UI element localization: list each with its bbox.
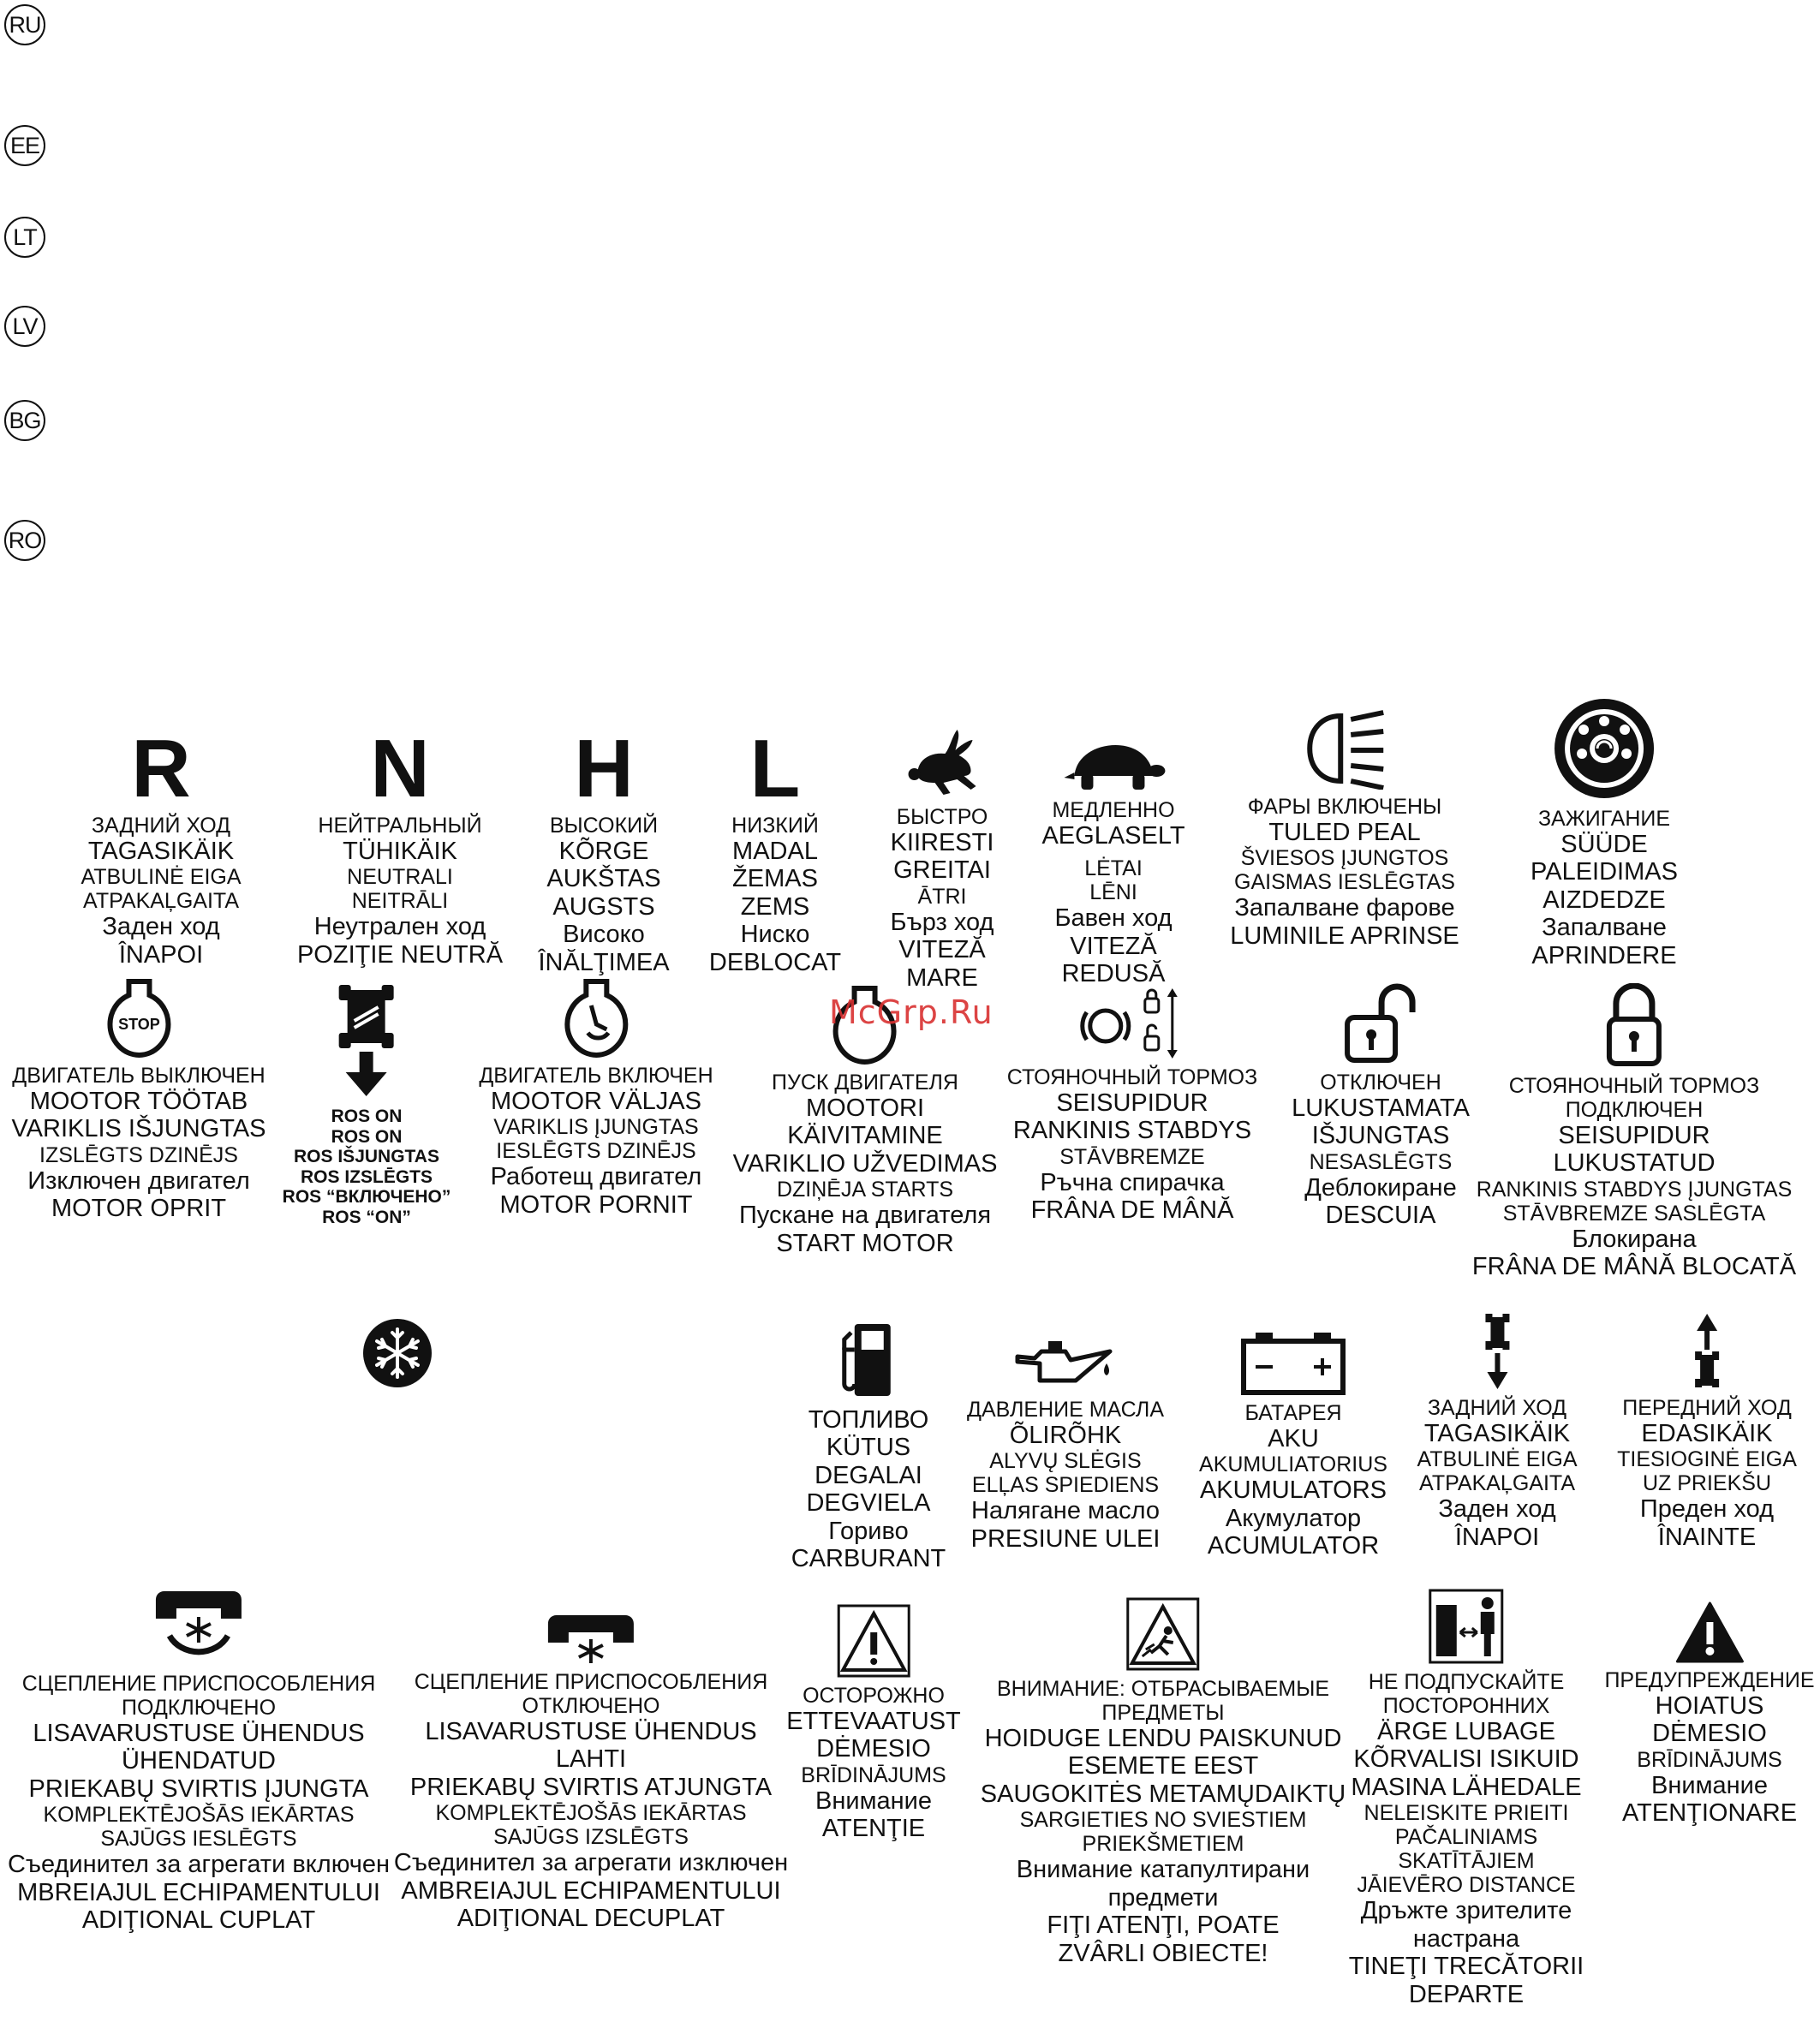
label-line: ПРЕДУПРЕЖДЕНИЕ (1604, 1668, 1815, 1692)
label-line: НЕЙТРАЛЬНЫЙ (318, 814, 482, 838)
label-line: ÎNAPOI (118, 940, 204, 969)
language-badge-ru: RU (4, 4, 45, 45)
label-line: AKUMULIATORIUS (1199, 1452, 1387, 1477)
label-line: ДАВЛЕНИЕ МАСЛА (967, 1398, 1164, 1422)
label-line: SKATĪTĀJIEM (1398, 1849, 1535, 1874)
fuel-icon (834, 1319, 903, 1401)
symbol-engine-stop (11, 976, 266, 1223)
label-line: VARIKLIO UŽVEDIMAS (732, 1149, 998, 1178)
label-line: AEGLASELT (1041, 822, 1185, 850)
svg-text:STOP: STOP (117, 1016, 160, 1033)
label-line: Акумулатор (1225, 1504, 1362, 1532)
label-line: предмети (1107, 1883, 1219, 1912)
label-line: VARIKLIS ĮJUNGTAS (493, 1115, 699, 1140)
label-line: Съединител за агрегати изключен (393, 1849, 789, 1877)
symbol-keep-away (1349, 1588, 1584, 2008)
label-line: LUKUSTAMATA (1292, 1095, 1470, 1122)
label-line: PRIEKŠMETIEM (1082, 1832, 1244, 1857)
label-line: FRÂNA DE MÂNĂ BLOCATĂ (1471, 1253, 1797, 1281)
label-line: UZ PRIEKŠU (1642, 1471, 1772, 1496)
label-line: ÄRGE LUBAGE (1377, 1718, 1555, 1745)
label-line: Бърз ход (890, 908, 994, 936)
label-line: START MOTOR (776, 1229, 954, 1257)
symbol-parking-brake (1007, 987, 1257, 1225)
symbol-fuel (791, 1319, 946, 1573)
label-line: MOOTOR VÄLJAS (490, 1088, 702, 1115)
symbol-warning (1604, 1602, 1814, 1828)
label-line: Запалване фарове (1234, 894, 1455, 922)
label-line: DEGVIELA (806, 1489, 931, 1518)
label-line: DEBLOCAT (708, 948, 842, 976)
caution-icon (836, 1603, 911, 1679)
label-line: PRIEKABŲ SVIRTIS ĮJUNGTA (28, 1774, 369, 1803)
label-line: SAJŪGS IESLĒGTS (100, 1827, 297, 1852)
label-line: PALEIDIMAS (1531, 858, 1678, 886)
label-line: Запалване (1542, 914, 1667, 942)
label-line: LAHTI (555, 1745, 627, 1774)
label-line: Ръчна спирачка (1040, 1168, 1225, 1196)
label-line: RANKINIS STABDYS (1012, 1117, 1252, 1145)
forward-arrow-icon (1690, 1312, 1724, 1391)
gear-letter-l: L (749, 723, 801, 814)
label-line: Внимание катапултирани (1016, 1856, 1310, 1884)
symbol-headlights (1230, 707, 1459, 950)
label-line: POZIŢIE NEUTRĂ (296, 940, 504, 969)
language-badge-lt: LT (4, 217, 45, 258)
label-line: ПУСК ДВИГАТЕЛЯ (772, 1071, 958, 1095)
label-line: TAGASIKÄIK (1423, 1420, 1571, 1447)
label-line: MOOTOR TÖÖTAB (29, 1088, 248, 1115)
label-line: ESEMETE EEST (1067, 1752, 1259, 1780)
label-line: ATPAKAĻGAITA (83, 889, 239, 914)
symbol-oil-pressure (967, 1338, 1164, 1553)
label-line: VITEZĂ (1070, 932, 1157, 960)
label-line: ROS IZSLĒGTS (300, 1166, 433, 1187)
label-line: ВЫСОКИЙ (549, 814, 659, 838)
symbol-engine-run (479, 976, 713, 1219)
label-line: ROS “ON” (322, 1207, 411, 1227)
label-line: Дръжте зрителите (1360, 1897, 1572, 1925)
label-line: Бавен ход (1054, 904, 1173, 933)
label-line: Налягане масло (971, 1497, 1160, 1525)
label-line: ÎNAPOI (1454, 1523, 1540, 1551)
label-line: СТОЯНОЧНЫЙ ТОРМОЗ (1006, 1065, 1258, 1089)
symbol-pto-disengaged (394, 1613, 788, 1933)
gear-letter-r: R (131, 723, 191, 814)
label-line: МЕДЛЕННО (1052, 798, 1175, 822)
language-badge-ro: RO (4, 520, 45, 561)
label-line: RANKINIS STABDYS ĮJUNGTAS (1476, 1177, 1793, 1202)
label-line: ПОДКЛЮЧЕН (1565, 1098, 1704, 1122)
label-line: Високо (563, 921, 645, 949)
battery-icon (1240, 1331, 1346, 1396)
label-line: ATBULINĖ EIGA (1417, 1447, 1578, 1472)
label-line: ПРЕДМЕТЫ (1101, 1701, 1225, 1725)
label-line: LISAVARUSTUSE ÜHENDUS (425, 1718, 757, 1745)
label-line: PAČALINIAMS (1394, 1825, 1538, 1850)
label-line: ЗАДНИЙ ХОД (91, 814, 231, 838)
symbol-ros (283, 983, 451, 1227)
engine-run-icon (562, 976, 630, 1059)
label-line: ОТКЛЮЧЕНО (522, 1694, 660, 1718)
language-badge-ee: EE (4, 125, 45, 166)
label-line: SÜÜDE (1560, 831, 1648, 858)
label-line: MOOTORI (805, 1095, 925, 1122)
label-line: LUMINILE APRINSE (1230, 922, 1459, 950)
label-line: EDASIKÄIK (1641, 1420, 1773, 1447)
label-line: AUKŠTAS (546, 865, 661, 893)
symbol-low-range (708, 723, 842, 976)
label-line: ОТКЛЮЧЕН (1320, 1071, 1441, 1095)
label-line: TAGASIKÄIK (87, 838, 235, 865)
label-line: GREITAI (893, 856, 991, 885)
label-line: ПОДКЛЮЧЕНО (121, 1696, 277, 1720)
symbol-slow (1041, 738, 1184, 988)
label-line: APRINDERE (1531, 941, 1677, 969)
label-line: Внимание (1651, 1771, 1768, 1799)
label-line: PRIEKABŲ SVIRTIS ATJUNGTA (409, 1773, 773, 1801)
label-line: PRESIUNE ULEI (970, 1524, 1161, 1553)
label-line: Изключен двигател (27, 1166, 250, 1195)
label-line: NESASLĒGTS (1309, 1149, 1453, 1174)
label-line: LĖTAI (1084, 856, 1143, 881)
label-line: Заден ход (102, 913, 220, 941)
label-line: НЕ ПОДПУСКАЙТЕ (1368, 1670, 1565, 1694)
label-line: KÕRVALISI ISIKUID (1353, 1745, 1579, 1774)
label-line: ДВИГАТЕЛЬ ВЫКЛЮЧЕН (12, 1064, 266, 1088)
gear-letter-h: H (574, 723, 634, 814)
symbol-thrown-objects (981, 1596, 1346, 1967)
label-line: KÜTUS (826, 1434, 911, 1462)
label-line: TULED PEAL (1268, 819, 1421, 846)
label-line: ТОПЛИВО (808, 1406, 929, 1434)
label-line: Съединител за агрегати включен (7, 1851, 391, 1879)
label-line: ACUMULATOR (1207, 1532, 1380, 1560)
label-line: ÎNĂLŢIMEA (538, 948, 670, 976)
label-line: MASINA LÄHEDALE (1351, 1773, 1582, 1801)
label-line: DĖMESIO (1652, 1720, 1767, 1748)
label-line: ELĻAS SPIEDIENS (971, 1473, 1160, 1498)
label-line: KOMPLEKTĒJOŠĀS IEKĀRTAS (435, 1801, 747, 1826)
label-line: KIIRESTI (890, 829, 994, 856)
label-line: VARIKLIS IŠJUNGTAS (11, 1115, 266, 1143)
label-line: ÕLIRÕHK (1009, 1422, 1122, 1449)
label-line: CARBURANT (791, 1545, 946, 1573)
label-line: ПЕРЕДНИЙ ХОД (1622, 1396, 1792, 1420)
label-line: FIŢI ATENŢI, POATE (1047, 1912, 1280, 1940)
label-line: Ниско (740, 921, 810, 949)
label-line: DEPARTE (1408, 1980, 1525, 2008)
label-line: Гориво (828, 1517, 909, 1545)
pto-disengage-icon (543, 1613, 639, 1665)
label-line: AIZDEDZE (1543, 886, 1666, 914)
label-line: ROS ON (331, 1126, 403, 1147)
label-line: GAISMAS IESLĒGTAS (1234, 870, 1455, 895)
label-line: ADIŢIONAL CUPLAT (81, 1906, 316, 1935)
label-line: MADAL (732, 838, 818, 865)
label-line: ATENŢIE (821, 1815, 926, 1843)
label-line: KÕRGE (558, 838, 649, 865)
label-line: KÄIVITAMINE (787, 1122, 943, 1150)
label-line: ŠVIESOS ĮJUNGTOS (1240, 846, 1449, 871)
label-line: ÎNAINTE (1657, 1523, 1757, 1551)
label-line: HOIATUS (1655, 1692, 1764, 1720)
reverse-arrow-icon (1480, 1312, 1514, 1391)
symbol-fast (891, 726, 994, 992)
label-line: БАТАРЕЯ (1244, 1401, 1342, 1425)
lock-icon (1604, 983, 1664, 1069)
label-line: ROS ON (331, 1106, 403, 1126)
label-line: MOTOR PORNIT (499, 1190, 693, 1219)
label-line: ADIŢIONAL DECUPLAT (456, 1905, 725, 1933)
symbol-caution (786, 1603, 961, 1843)
label-line: AMBREIAJUL ECHIPAMENTULUI (401, 1876, 781, 1905)
label-line: FRÂNA DE MÂNĂ (1030, 1196, 1234, 1225)
label-line: DZIŅĒJA STARTS (776, 1178, 954, 1202)
label-line: NEUTRALI (347, 865, 453, 890)
parking-brake-icon (1077, 987, 1188, 1060)
label-line: ATPAKAĻGAITA (1419, 1471, 1575, 1496)
symbol-unlock (1292, 983, 1470, 1230)
rabbit-icon (901, 726, 983, 800)
label-line: Деблокиране (1304, 1173, 1457, 1202)
label-line: ЗАЖИГАНИЕ (1537, 807, 1671, 831)
label-line: Работещ двигател (490, 1163, 702, 1191)
symbol-reverse-gear (81, 723, 242, 969)
label-line: AUGSTS (552, 892, 655, 921)
label-line: REDUSĂ (1061, 960, 1166, 988)
label-line: СТОЯНОЧНЫЙ ТОРМОЗ (1508, 1074, 1760, 1098)
label-line: AKUMULATORS (1199, 1476, 1387, 1505)
ros-icon (332, 983, 401, 1101)
label-line: TINEŢI TRECĂTORII (1348, 1953, 1584, 1981)
label-line: ROS “ВКЛЮЧЕНО” (282, 1187, 451, 1208)
label-line: ОСТОРОЖНО (803, 1684, 945, 1708)
headlights-icon (1298, 707, 1392, 790)
label-line: MBREIAJUL ECHIPAMENTULUI (17, 1878, 380, 1906)
warning-icon (1675, 1602, 1744, 1663)
symbol-pto-engaged (8, 1590, 390, 1935)
label-line: ВНИМАНИЕ: ОТБРАСЫВАЕМЫЕ (996, 1677, 1330, 1701)
label-line: MOTOR OPRIT (51, 1195, 227, 1223)
label-line: ATENŢIONARE (1621, 1799, 1798, 1828)
symbol-high-range (538, 723, 670, 976)
label-line: NEITRĀLI (351, 889, 449, 914)
label-line: ZVÂRLI OBIECTE! (1058, 1939, 1268, 1967)
gear-letter-n: N (370, 723, 430, 814)
symbol-forward-travel (1617, 1312, 1797, 1551)
label-line: JĀIEVĒRO DISTANCE (1357, 1873, 1576, 1898)
label-line: STĀVBREMZE (1059, 1144, 1205, 1169)
label-line: IŠJUNGTAS (1311, 1122, 1450, 1150)
label-line: VITEZĂ (898, 936, 986, 964)
label-line: DĖMESIO (816, 1735, 931, 1763)
label-line: DEGALAI (815, 1461, 922, 1489)
ignition-icon (1551, 695, 1657, 802)
label-line: NELEISKITE PRIEITI (1364, 1801, 1569, 1826)
label-line: ETTEVAATUST (786, 1708, 961, 1735)
symbol-snowflake (361, 1317, 433, 1394)
label-line: ŽEMAS (732, 865, 818, 893)
label-line: SAUGOKITĖS METAMŲDAIKTŲ (980, 1780, 1346, 1808)
turtle-icon (1062, 738, 1165, 793)
label-line: ПОСТОРОННИХ (1382, 1694, 1550, 1718)
label-line: SEISUPIDUR (1056, 1089, 1208, 1117)
label-line: Блокирана (1572, 1225, 1697, 1253)
label-line: ZEMS (740, 892, 810, 921)
unlock-icon (1342, 983, 1419, 1065)
oil-pressure-icon (1014, 1338, 1117, 1393)
symbol-battery (1199, 1331, 1387, 1560)
label-line: ALYVŲ SLĖGIS (989, 1449, 1142, 1474)
thrown-objects-icon (1125, 1596, 1201, 1672)
label-line: MARE (906, 963, 978, 992)
label-line: LISAVARUSTUSE ÜHENDUS (33, 1720, 365, 1747)
label-line: KOMPLEKTĒJOŠĀS IEKĀRTAS (43, 1803, 355, 1828)
label-line: STĀVBREMZE SASLĒGTA (1502, 1201, 1766, 1226)
label-line: IESLĒGTS DZINĒJS (496, 1139, 696, 1164)
snowflake-icon (361, 1317, 433, 1389)
label-line: LĒNI (1089, 880, 1137, 905)
label-line: BRĪDINĀJUMS (801, 1763, 946, 1787)
label-line: BRĪDINĀJUMS (1637, 1747, 1782, 1772)
label-line: ДВИГАТЕЛЬ ВКЛЮЧЕН (479, 1064, 713, 1088)
keep-away-icon (1428, 1588, 1505, 1665)
label-line: TÜHIKÄIK (343, 838, 457, 865)
label-line: ATBULINĖ EIGA (81, 865, 242, 890)
label-line: LUKUSTATUD (1553, 1149, 1716, 1178)
label-line: СЦЕПЛЕНИЕ ПРИСПОСОБЛЕНИЯ (414, 1670, 768, 1694)
engine-stop-icon (104, 976, 173, 1059)
label-line: ЗАДНИЙ ХОД (1427, 1396, 1567, 1420)
label-line: ФАРЫ ВКЛЮЧЕНЫ (1247, 795, 1442, 819)
label-line: IZSLĒGTS DZINĒJS (39, 1142, 238, 1167)
language-badge-bg: BG (4, 400, 45, 441)
label-line: ĀTRI (917, 884, 967, 909)
pto-engage-icon (151, 1590, 247, 1667)
label-line: настрана (1412, 1924, 1520, 1953)
label-line: AKU (1268, 1425, 1319, 1452)
label-line: НИЗКИЙ (731, 814, 819, 838)
label-line: Пускане на двигателя (738, 1202, 992, 1230)
label-line: SAJŪGS IZSLĒGTS (493, 1825, 689, 1850)
symbol-neutral-gear (296, 723, 504, 969)
label-line: СЦЕПЛЕНИЕ ПРИСПОСОБЛЕНИЯ (21, 1672, 376, 1696)
label-line: DESCUIA (1325, 1202, 1436, 1230)
label-line: БЫСТРО (896, 805, 988, 829)
symbol-ignition (1531, 695, 1678, 969)
label-line: HOIDUGE LENDU PAISKUNUD (984, 1725, 1342, 1752)
label-line: SARGIETIES NO SVIESTIEM (1019, 1808, 1307, 1833)
label-line: Заден ход (1438, 1495, 1556, 1524)
label-line: SEISUPIDUR (1558, 1122, 1710, 1149)
language-badge-lv: LV (4, 306, 45, 347)
label-line: ROS IŠJUNGTAS (294, 1147, 439, 1167)
label-line: Неутрален ход (313, 913, 486, 941)
label-line: TIESIOGINĖ EIGA (1617, 1447, 1797, 1472)
label-line: Преден ход (1639, 1495, 1775, 1524)
label-line: ÜHENDATUD (122, 1747, 276, 1775)
watermark-text: McGrp.Ru (829, 993, 994, 1031)
symbol-reverse-travel (1417, 1312, 1577, 1551)
symbol-lock (1472, 983, 1796, 1281)
label-line: Внимание (815, 1786, 932, 1815)
